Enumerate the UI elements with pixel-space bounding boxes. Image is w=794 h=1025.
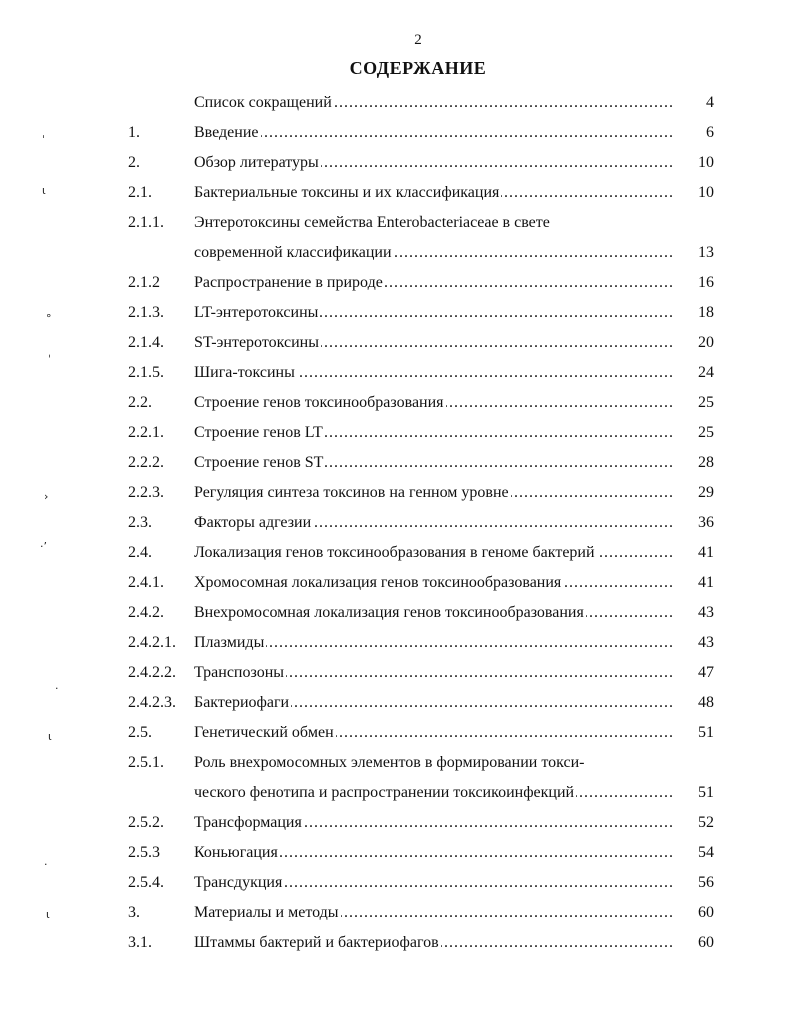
toc-entry: [0, 268, 794, 298]
toc-entry-page: 41: [698, 574, 714, 591]
toc-entry-page: 13: [698, 244, 714, 261]
toc-entry-number: 2.4.2.2.: [128, 664, 176, 681]
toc-entry-title: Бактериальные токсины и их классификация .....: [194, 178, 672, 208]
toc-entry-page: 52: [698, 814, 714, 831]
toc-entry-page: 56: [698, 874, 714, 891]
page-number: 2: [414, 32, 422, 48]
toc-entry-number: 2.2.1.: [128, 424, 164, 441]
toc-entry-page: 10: [698, 154, 714, 171]
toc-entry: [0, 298, 794, 328]
toc-entry-number: 1.: [128, 124, 140, 141]
toc-entry-title: Строение генов LT .....: [194, 418, 672, 448]
toc-entry-title: Плазмиды .....: [194, 628, 672, 658]
toc-entry-title: Роль внехромосомных элементов в формировании токси-: [194, 754, 585, 771]
toc-entry-number: 2.4.2.3.: [128, 694, 176, 711]
toc-entry: [0, 328, 794, 358]
toc-entry: [0, 598, 794, 628]
toc-entry-number: 2.5.2.: [128, 814, 164, 831]
toc-entry-number: 2.1.4.: [128, 334, 164, 351]
toc-entry-title: Введение .....: [194, 118, 672, 148]
toc-entry: [0, 778, 794, 808]
toc-entry-page: 16: [698, 274, 714, 291]
toc-entry-page: 36: [698, 514, 714, 531]
toc-entry-number: 3.: [128, 904, 140, 921]
toc-entry-page: 48: [698, 694, 714, 711]
toc-entry-number: 2.5.1.: [128, 754, 164, 771]
toc-entry-number: 2.2.: [128, 394, 152, 411]
toc-entry-title: Факторы адгезии .....: [194, 508, 672, 538]
toc-entry-page: 47: [698, 664, 714, 681]
toc-entry-number: 2.3.: [128, 514, 152, 531]
toc-entry-page: 60: [698, 934, 714, 951]
toc-entry-number: 2.4.1.: [128, 574, 164, 591]
toc-entry-title: Трансдукция .....: [194, 868, 672, 898]
toc-entry-page: 10: [698, 184, 714, 201]
toc-entry-title: Хромосомная локализация генов токсинообразования .....: [194, 568, 672, 598]
toc-entry: [0, 568, 794, 598]
toc-entry-page: 41: [698, 544, 714, 561]
toc-entry-title: LT-энтеротоксины .....: [194, 298, 672, 328]
toc-entry: [0, 88, 794, 118]
toc-entry-title: Энтеротоксины семейства Enterobacteriaceae в свете: [194, 214, 550, 231]
toc-entry-number: 2.1.1.: [128, 214, 164, 231]
toc-entry-page: 28: [698, 454, 714, 471]
toc-entry: [0, 508, 794, 538]
toc-entry-page: 43: [698, 634, 714, 651]
toc-entry-page: 6: [706, 124, 714, 141]
toc-entry-title: Транспозоны .....: [194, 658, 672, 688]
toc-entry-page: 54: [698, 844, 714, 861]
toc-entry: [0, 898, 794, 928]
toc-title: СОДЕРЖАНИЕ: [349, 58, 487, 78]
toc-entry: [0, 718, 794, 748]
toc-entry-number: 2.1.3.: [128, 304, 164, 321]
toc-entry-title: ческого фенотипа и распространении токсикоинфекций .....: [194, 778, 672, 808]
toc-entry: [0, 208, 794, 238]
toc-entry-title: Бактериофаги .....: [194, 688, 672, 718]
toc-entry-title: Строение генов ST .....: [194, 448, 672, 478]
toc-entry: [0, 238, 794, 268]
toc-entry-title: Внехромосомная локализация генов токсинообразования .....: [194, 598, 672, 628]
toc-entry-title: ST-энтеротоксины .....: [194, 328, 672, 358]
toc-entry: [0, 808, 794, 838]
toc-entry-page: 29: [698, 484, 714, 501]
toc-entry-number: 2.5.3: [128, 844, 160, 861]
toc-entry-title: Распространение в природе .....: [194, 268, 672, 298]
toc-entry: [0, 538, 794, 568]
toc-entry-page: 18: [698, 304, 714, 321]
toc-entry-number: 3.1.: [128, 934, 152, 951]
toc-entry-title: Локализация генов токсинообразования в геноме бактерий .....: [194, 538, 672, 568]
toc-entry-page: 43: [698, 604, 714, 621]
toc-entry-number: 2.4.2.1.: [128, 634, 176, 651]
toc-entry-title: Штаммы бактерий и бактериофагов .....: [194, 928, 672, 958]
toc-entry-number: 2.4.2.: [128, 604, 164, 621]
toc-entry-number: 2.1.5.: [128, 364, 164, 381]
toc-entry-number: 2.5.: [128, 724, 152, 741]
toc-entry-page: 25: [698, 424, 714, 441]
table-of-contents: [0, 88, 794, 958]
toc-entry: [0, 628, 794, 658]
toc-entry-title: Шига-токсины .....: [194, 358, 672, 388]
toc-entry-title: Коньюгация .....: [194, 838, 672, 868]
toc-entry-title: Строение генов токсинообразования .....: [194, 388, 672, 418]
toc-entry: [0, 148, 794, 178]
toc-entry-page: 51: [698, 724, 714, 741]
toc-entry-number: 2.4.: [128, 544, 152, 561]
toc-entry: [0, 658, 794, 688]
toc-entry: [0, 178, 794, 208]
toc-entry-number: 2.5.4.: [128, 874, 164, 891]
toc-entry-page: 60: [698, 904, 714, 921]
toc-entry-number: 2.1.2: [128, 274, 160, 291]
toc-entry-title: Обзор литературы .....: [194, 148, 672, 178]
toc-entry: [0, 418, 794, 448]
toc-entry-number: 2.: [128, 154, 140, 171]
toc-entry-page: 20: [698, 334, 714, 351]
toc-entry: [0, 118, 794, 148]
toc-entry: [0, 358, 794, 388]
toc-entry: [0, 478, 794, 508]
toc-entry: [0, 868, 794, 898]
toc-entry-number: 2.2.2.: [128, 454, 164, 471]
toc-entry: [0, 748, 794, 778]
toc-entry-page: 4: [706, 94, 714, 111]
toc-entry: [0, 448, 794, 478]
toc-entry: [0, 688, 794, 718]
toc-entry-title: Трансформация .....: [194, 808, 672, 838]
toc-entry-title: Список сокращений .....: [194, 88, 672, 118]
toc-entry-number: 2.1.: [128, 184, 152, 201]
toc-entry-title: Генетический обмен .....: [194, 718, 672, 748]
toc-entry-title: Материалы и методы .....: [194, 898, 672, 928]
toc-entry: [0, 838, 794, 868]
toc-entry-title: Регуляция синтеза токсинов на генном уровне .....: [194, 478, 672, 508]
toc-entry-page: 24: [698, 364, 714, 381]
toc-entry-page: 51: [698, 784, 714, 801]
toc-entry-number: 2.2.3.: [128, 484, 164, 501]
toc-entry: [0, 388, 794, 418]
toc-entry-title: современной классификации .....: [194, 238, 672, 268]
toc-entry: [0, 928, 794, 958]
toc-entry-page: 25: [698, 394, 714, 411]
